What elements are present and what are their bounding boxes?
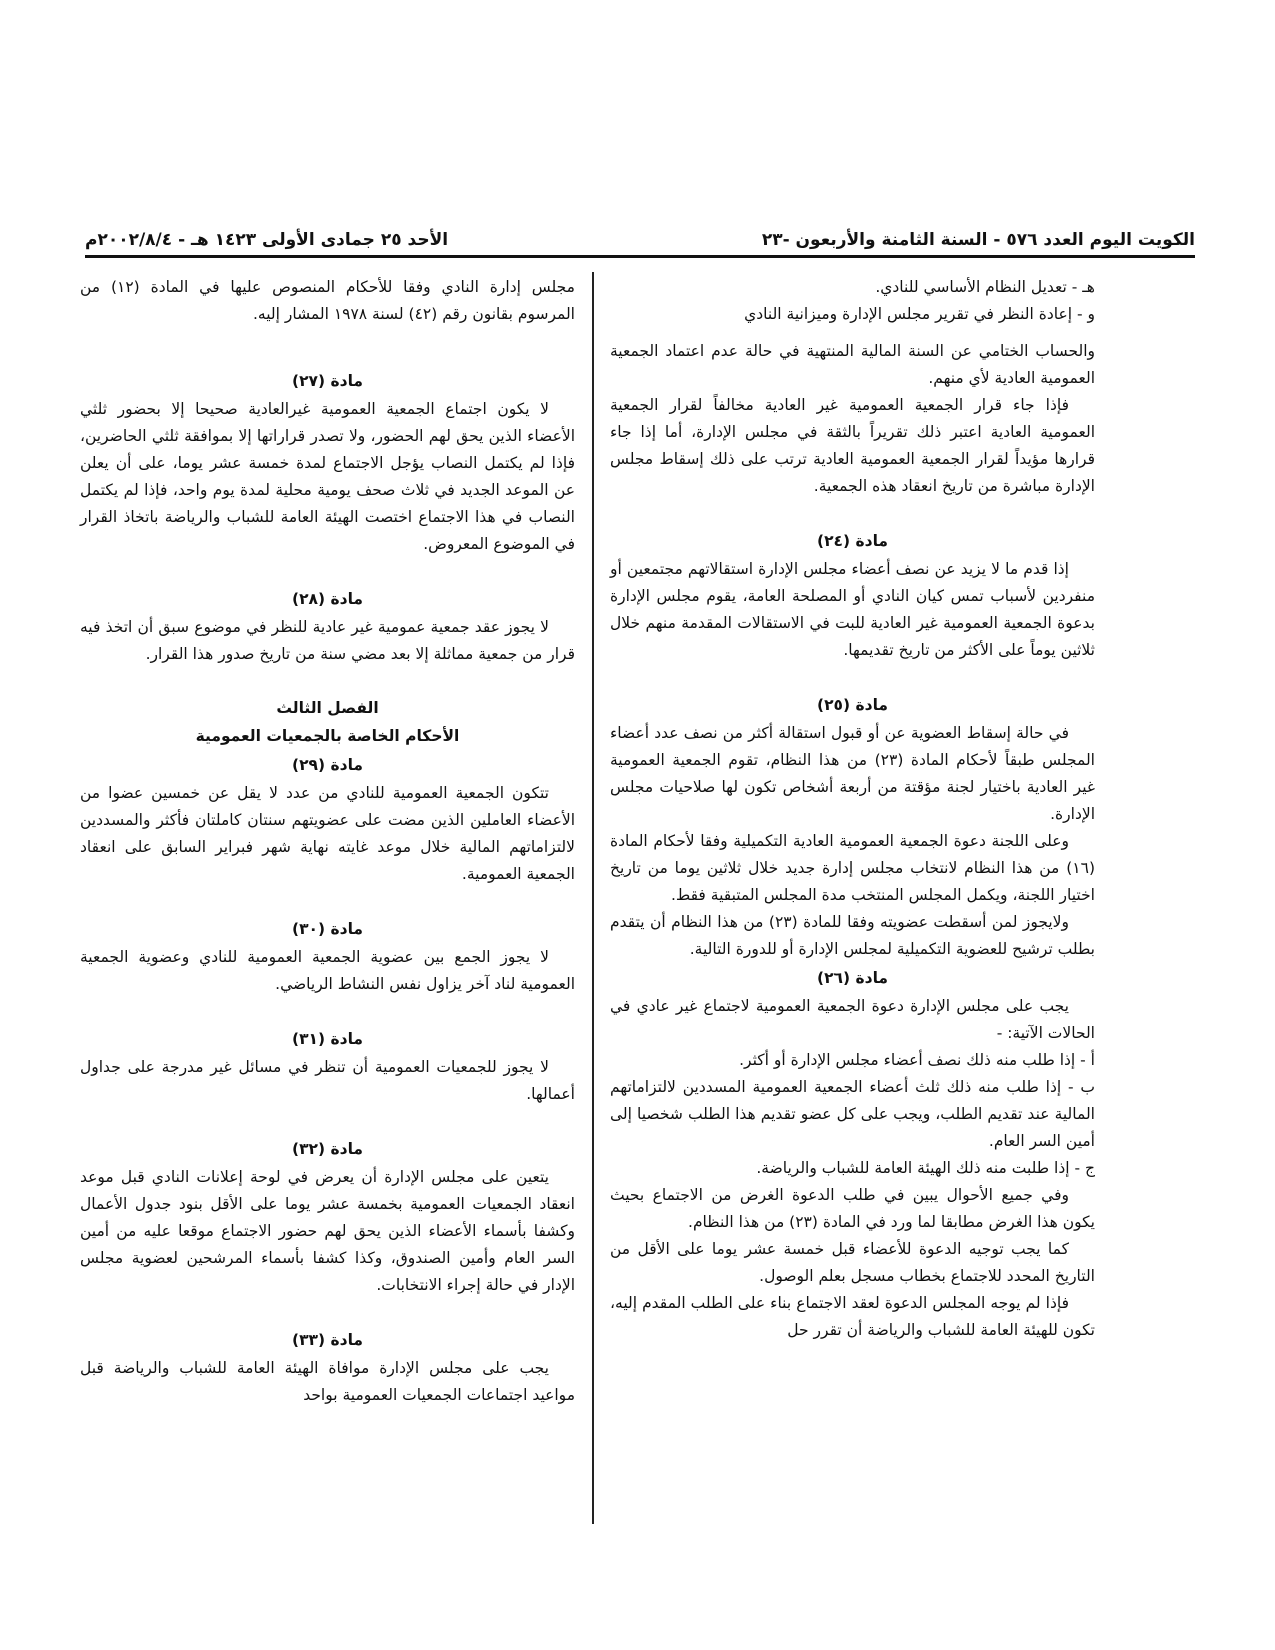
article-24-title: مادة (٢٤) bbox=[816, 532, 889, 550]
article-26-clause-a: أ - إذا طلب منه ذلك نصف أعضاء مجلس الإدارة أو أكثر. bbox=[739, 1051, 1095, 1069]
article-26-text: فإذا لم يوجه المجلس الدعوة لعقد الاجتماع بناء على الطلب المقدم إليه، تكون للهيئة العامة للشباب والرياضة أن تقرر حل bbox=[610, 1294, 1095, 1339]
right-column bbox=[610, 274, 1095, 1344]
article-33-text: يجب على مجلس الإدارة موافاة الهيئة العامة للشباب والرياضة قبل مواعيد اجتماعات الجمعيات العمومية بواحد bbox=[80, 1359, 575, 1404]
article-28-title: مادة (٢٨) bbox=[291, 590, 364, 608]
article-28-text: لا يجوز عقد جمعية عمومية غير عادية للنظر في موضوع سبق أن اتخذ فيه قرار من جمعية مماثلة إلا بعد مضي سنة من تاريخ صدور هذا القرار. bbox=[80, 618, 575, 663]
chapter-title: الفصل الثالث bbox=[276, 699, 379, 717]
article-27-title: مادة (٢٧) bbox=[291, 372, 364, 390]
chapter-subtitle: الأحكام الخاصة بالجمعيات العمومية bbox=[195, 727, 460, 745]
article-27-text: لا يكون اجتماع الجمعية العمومية غيرالعادية صحيحا إلا بحضور ثلثي الأعضاء الذين يحق لهم الحضور، ولا تصدر قراراتها إلا بموافقة ثلثي الحاضرين، فإذا لم يكتمل النصاب يؤجل الاجتماع لمدة خمسة عشر يوما، على أن يعلن عن الموعد الجديد في ثلاث صحف يومية محلية لمدة يوم واحد، فإذا لم يكتمل النصاب في هذا الاجتماع اختصت الهيئة العامة للشباب والرياضة باتخاذ القرار في الموضوع المعروض. bbox=[80, 400, 575, 553]
article-26-title: مادة (٢٦) bbox=[816, 969, 889, 987]
article-32-title: مادة (٣٢) bbox=[291, 1140, 364, 1158]
article-30-title: مادة (٣٠) bbox=[291, 920, 364, 938]
paragraph: والحساب الختامي عن السنة المالية المنتهية في حالة عدم اعتماد الجمعية العمومية العادية لأي منهم. bbox=[610, 342, 1095, 387]
clause-w: و - إعادة النظر في تقرير مجلس الإدارة وميزانية النادي bbox=[744, 305, 1095, 323]
article-26-clause-b: ب - إذا طلب منه ذلك ثلث أعضاء الجمعية العمومية المسددين لالتزاماتهم المالية عند تقديم الطلب، ويجب على كل عضو تقديم هذا الطلب شخصيا إلى أمين السر العام. bbox=[610, 1078, 1095, 1150]
article-30-text: لا يجوز الجمع بين عضوية الجمعية العمومية للنادي وعضوية الجمعية العمومية لناد آخر يزاول نفس النشاط الرياضي. bbox=[80, 948, 575, 993]
article-31-title: مادة (٣١) bbox=[291, 1030, 364, 1048]
article-25-text: وعلى اللجنة دعوة الجمعية العمومية العادية التكميلية وفقا لأحكام المادة (١٦) من هذا النظام لانتخاب مجلس إدارة جديد خلال ثلاثين يوما من تاريخ اختيار اللجنة، ويكمل المجلس المنتخب مدة المجلس المتبقية فقط. bbox=[610, 832, 1095, 904]
article-25-title: مادة (٢٥) bbox=[816, 696, 889, 714]
article-24-text: إذا قدم ما لا يزيد عن نصف أعضاء مجلس الإدارة استقالاتهم مجتمعين أو منفردين لأسباب تمس كيان النادي أو المصلحة العامة، يقوم مجلس الإدارة بدعوة الجمعية العمومية غير العادية للبت في الاستقالات المقدمة منهم خلال ثلاثين يوماً على الأكثر من تاريخ تقديمها. bbox=[610, 560, 1095, 659]
article-32-text: يتعين على مجلس الإدارة أن يعرض في لوحة إعلانات النادي قبل موعد انعقاد الجمعيات العمومية بخمسة عشر يوما على الأقل بنود جدول الأعمال وكشفا بأسماء الأعضاء الذين يحق لهم حضور الاجتماع موقعا عليه من أمين السر العام وأمين الصندوق، وكذا كشفا بأسماء المرشحين لعضوية مجلس الإدار في حالة إجراء الانتخابات. bbox=[80, 1168, 575, 1294]
article-29-title: مادة (٢٩) bbox=[291, 756, 364, 774]
paragraph: مجلس إدارة النادي وفقا للأحكام المنصوص عليها في المادة (١٢) من المرسوم بقانون رقم (٤٢) لسنة ١٩٧٨ المشار إليه. bbox=[80, 278, 575, 323]
left-column bbox=[80, 274, 575, 1409]
article-33-title: مادة (٣٣) bbox=[291, 1331, 364, 1349]
article-25-text: ولايجوز لمن أسقطت عضويته وفقا للمادة (٢٣) من هذا النظام أن يتقدم بطلب ترشيح للعضوية التكميلية لمجلس الإدارة أو للدورة التالية. bbox=[610, 913, 1095, 958]
page-header bbox=[85, 226, 1195, 258]
article-26-clause-c: ج - إذا طلبت منه ذلك الهيئة العامة للشباب والرياضة. bbox=[756, 1159, 1095, 1177]
header-date: الأحد ٢٥ جمادى الأولى ١٤٢٣ هـ - ٢٠٠٢/٨/٤م bbox=[85, 230, 449, 250]
paragraph: فإذا جاء قرار الجمعية العمومية غير العادية مخالفاً لقرار الجمعية العمومية العادية اعتبر ذلك تقريراً بالثقة في مجلس الإدارة، أما إذا جاء قرارها مؤيداً لقرار الجمعية العمومية العادية ترتب على ذلك إسقاط مجلس الإدارة مباشرة من تاريخ انعقاد هذه الجمعية. bbox=[610, 396, 1095, 495]
article-26-intro: يجب على مجلس الإدارة دعوة الجمعية العمومية لاجتماع غير عادي في الحالات الآتية: - bbox=[610, 997, 1095, 1042]
header-issue-info: الكويت اليوم العدد ٥٧٦ - السنة الثامنة والأربعون -٢٣ bbox=[761, 230, 1195, 250]
article-26-text: كما يجب توجيه الدعوة للأعضاء قبل خمسة عشر يوما على الأقل من التاريخ المحدد للاجتماع بخطاب مسجل بعلم الوصول. bbox=[610, 1240, 1095, 1285]
article-25-text: في حالة إسقاط العضوية عن أو قبول استقالة أكثر من نصف عدد أعضاء المجلس طبقاً لأحكام المادة (٢٣) من هذا النظام، تقوم الجمعية العمومية غير العادية باختيار لجنة مؤقتة من أربعة أشخاص تكون لها صلاحيات مجلس الإدارة. bbox=[610, 724, 1095, 823]
clause-h: هـ - تعديل النظام الأساسي للنادي. bbox=[875, 278, 1095, 296]
article-29-text: تتكون الجمعية العمومية للنادي من عدد لا يقل عن خمسين عضوا من الأعضاء العاملين الذين مضت على عضويتهم سنتان كاملتان فأكثر والمسددين لالتزاماتهم المالية خلال موعد غايته نهاية شهر فبراير السابق على انعقاد الجمعية العمومية. bbox=[80, 784, 575, 883]
column-divider bbox=[592, 272, 594, 1524]
article-31-text: لا يجوز للجمعيات العمومية أن تنظر في مسائل غير مدرجة على جداول أعمالها. bbox=[80, 1058, 575, 1103]
article-26-text: وفي جميع الأحوال يبين في طلب الدعوة الغرض من الاجتماع بحيث يكون هذا الغرض مطابقا لما ورد في المادة (٢٣) من هذا النظام. bbox=[610, 1186, 1095, 1231]
